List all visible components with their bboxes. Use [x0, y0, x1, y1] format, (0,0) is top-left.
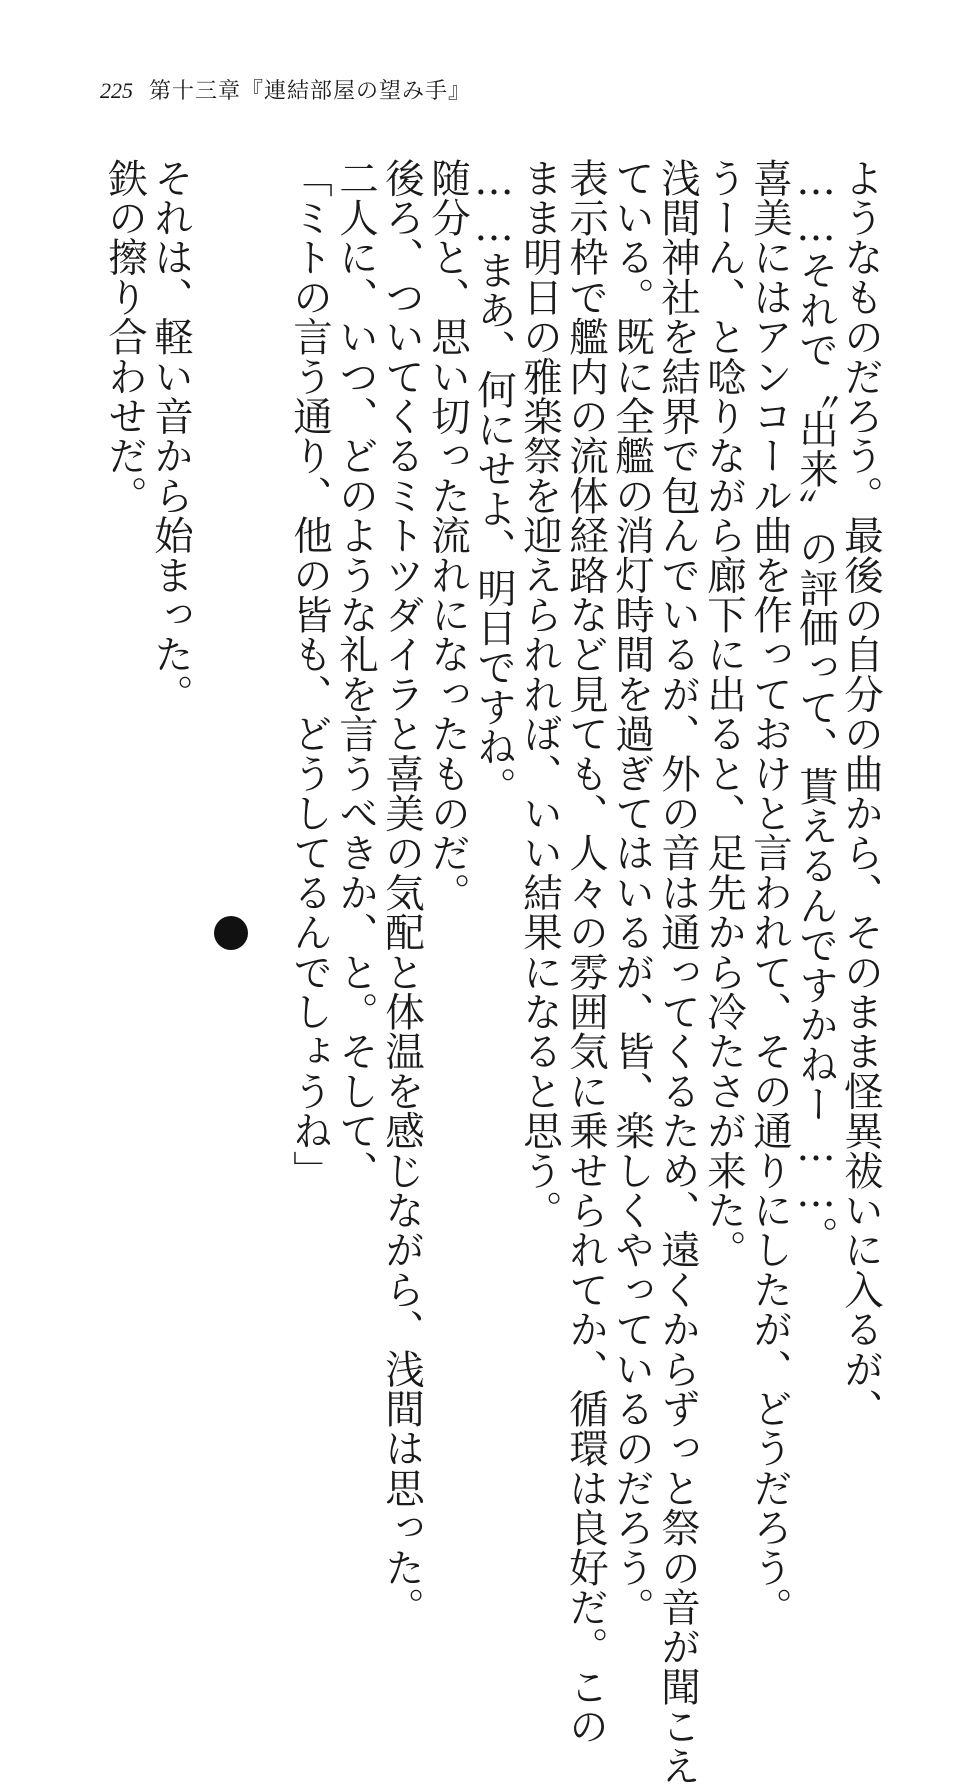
text-line: 喜美にはアンコール曲を作っておけと言われて、その通りにしたが、どうだろう。 — [747, 158, 793, 1627]
text-line: 二人に、いつ、どのような礼を言うべきか、と。そして、 — [333, 158, 379, 1191]
text-line: 後ろ、ついてくるミトツダイラと喜美の気配と体温を感じながら、浅間は思った。 — [379, 158, 425, 1627]
text-line: ……それで〝出来〟の評価って、貰えるんですかねー……。 — [793, 158, 839, 1256]
text-line: それは、軽い音から始まった。 — [148, 158, 194, 714]
text-line: ……まあ、何にせよ、明日ですね。 — [471, 158, 517, 807]
running-header — [100, 74, 471, 114]
text-line: 随分と、思い切った流れになったものだ。 — [425, 158, 471, 913]
text-line: 浅間神社を結界で包んでいるが、外の音は通ってくるため、遠くからずっと祭の音が聞こえ — [655, 158, 701, 1786]
page-number: 225 — [100, 78, 133, 103]
scene-break-dot — [214, 916, 248, 950]
chapter-title: 第十三章『連結部屋の望み手』 — [149, 79, 472, 104]
text-line: 「ミトの言う通り、他の皆も、どうしてるんでしょうね」 — [287, 158, 333, 1191]
text-line: まま明日の雅楽祭を迎えられれば、いい結果になると思う。 — [517, 158, 563, 1230]
text-line: 鉄の擦り合わせだ。 — [102, 158, 148, 516]
text-line: ている。既に全艦の消灯時間を過ぎてはいるが、皆、楽しくやっているのだろう。 — [609, 158, 655, 1627]
text-line: うーん、と唸りながら廊下に出ると、足先から冷たさが来た。 — [701, 158, 747, 1270]
text-line: 表示枠で艦内の流体経路など見ても、人々の雰囲気に乗せられてか、循環は良好だ。この — [563, 158, 609, 1746]
text-line: ようなものだろう。最後の自分の曲から、そのまま怪異祓いに入るが、 — [838, 158, 884, 1429]
